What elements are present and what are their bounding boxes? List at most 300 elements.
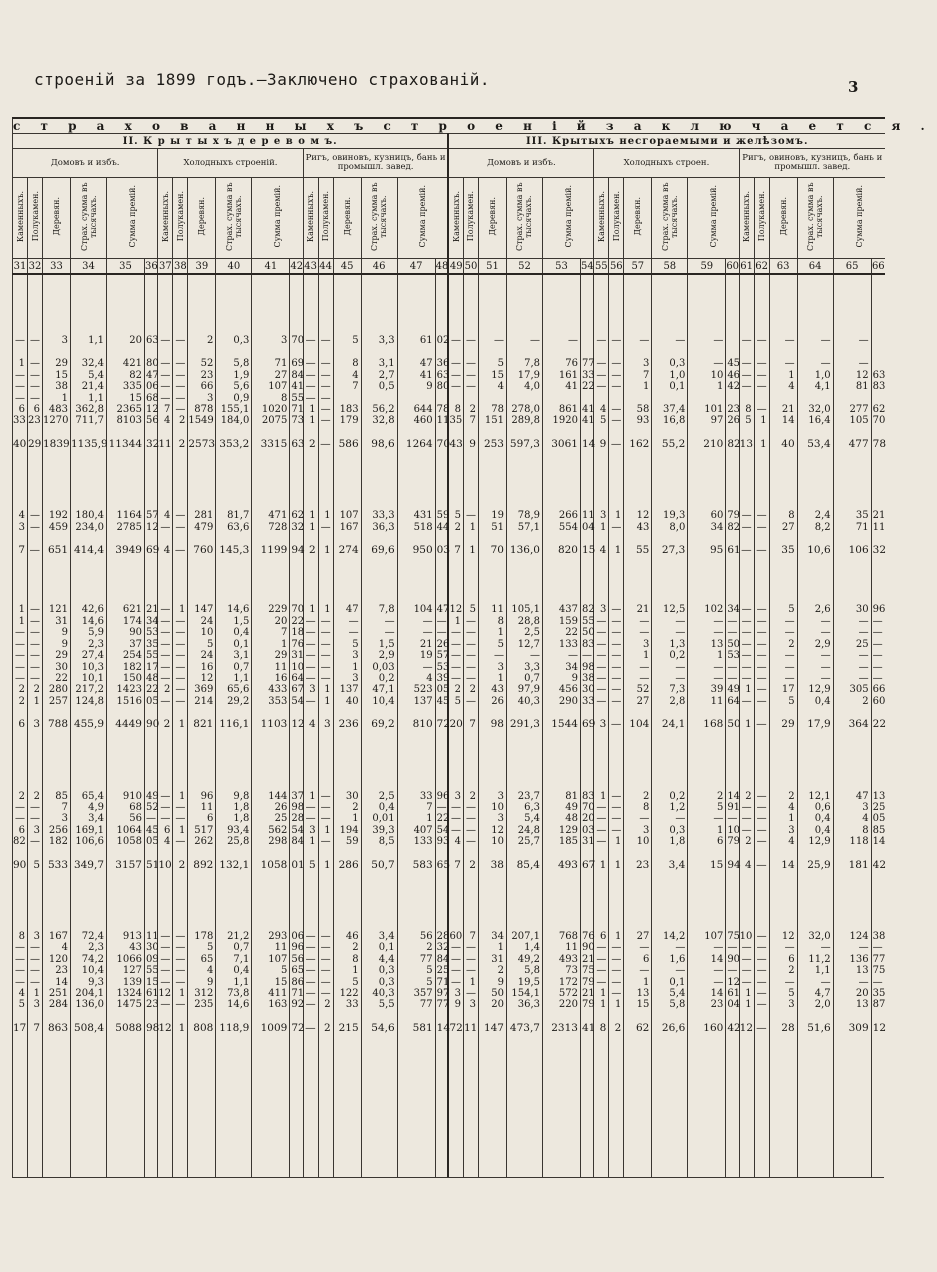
table-cell (43, 1082, 71, 1094)
table-cell: 69 (146, 544, 160, 557)
table-cell: 45 (436, 695, 450, 707)
table-cell (594, 755, 609, 767)
table-cell (13, 883, 28, 895)
table-cell (252, 462, 290, 474)
table-cell (871, 450, 885, 462)
table-cell: — (303, 370, 318, 381)
table-cell (580, 1082, 593, 1094)
table-cell: 13 (688, 639, 726, 650)
table-cell (739, 1011, 754, 1023)
table-cell (871, 580, 885, 592)
table-cell (43, 287, 71, 299)
table-cell (448, 393, 463, 404)
table-cell (688, 323, 726, 335)
table-cell (871, 1011, 885, 1023)
table-cell (769, 274, 797, 287)
table-cell (173, 568, 188, 580)
table-cell (871, 358, 885, 369)
table-cell: 90 (107, 627, 145, 638)
table-cell: 40,3 (506, 696, 542, 707)
table-cell (107, 498, 145, 510)
table-cell: 90 (581, 942, 595, 954)
table-cell (871, 1118, 885, 1130)
table-cell (173, 462, 188, 474)
table-cell (609, 767, 624, 779)
table-cell (158, 1034, 173, 1046)
col-header-label: Каменныхъ. (742, 190, 752, 243)
table-cell (797, 450, 833, 462)
table-cell: 98 (581, 661, 595, 673)
table-cell (158, 1118, 173, 1130)
table-cell: 0,6 (797, 802, 833, 813)
table-cell (397, 346, 435, 358)
table-cell: 04 (581, 521, 595, 533)
table-cell (252, 871, 290, 883)
table-cell (754, 848, 769, 860)
table-cell (435, 580, 448, 592)
table-cell: 863 (43, 1023, 71, 1034)
table-cell (361, 1130, 397, 1142)
table-cell (726, 871, 739, 883)
table-cell (769, 1034, 797, 1046)
table-cell (448, 907, 463, 919)
table-cell (188, 346, 216, 358)
table-cell (158, 767, 173, 779)
table-cell (435, 743, 448, 755)
table-cell: — (739, 335, 754, 346)
table-cell (624, 1094, 652, 1106)
table-cell (361, 299, 397, 311)
table-cell (652, 743, 688, 755)
table-cell (871, 274, 885, 287)
table-cell (754, 1058, 769, 1070)
table-cell: 1 (303, 510, 318, 521)
table-cell: — (833, 335, 871, 346)
table-cell (769, 287, 797, 299)
table-spacer-row (13, 767, 885, 779)
table-cell: — (303, 999, 318, 1010)
table-cell: — (448, 825, 463, 836)
table-cell: 1,8 (216, 813, 252, 824)
table-cell: — (318, 965, 333, 976)
table-cell (754, 1094, 769, 1106)
table-cell (13, 462, 28, 474)
table-cell: 41 (291, 381, 305, 393)
table-cell: — (158, 381, 173, 392)
table-cell (361, 311, 397, 323)
table-cell (361, 1118, 397, 1130)
table-cell (145, 779, 158, 791)
table-cell (463, 1094, 478, 1106)
table-cell (871, 731, 885, 743)
table-cell (542, 1034, 580, 1046)
table-cell (769, 556, 797, 568)
table-cell: 34 (688, 522, 726, 533)
table-cell: 1,5 (361, 639, 397, 650)
table-cell (769, 592, 797, 604)
table-cell: 3,3 (506, 662, 542, 673)
table-cell (13, 1011, 28, 1023)
table-cell (43, 1118, 71, 1130)
table-cell (506, 568, 542, 580)
table-cell (580, 323, 593, 335)
table-cell: 67 (581, 858, 596, 871)
table-cell (303, 779, 318, 791)
table-cell (609, 274, 624, 287)
table-cell (542, 274, 580, 287)
table-cell: — (173, 802, 188, 813)
table-cell (769, 1082, 797, 1094)
table-cell (188, 755, 216, 767)
table-cell: 29 (769, 719, 797, 730)
table-cell: — (13, 802, 28, 813)
table-cell (624, 1106, 652, 1118)
table-cell: 17,9 (506, 370, 542, 381)
table-cell: — (739, 802, 754, 813)
table-cell: — (28, 673, 43, 684)
table-cell: 16,8 (652, 415, 688, 426)
table-cell: 810 (397, 719, 435, 730)
table-cell: — (318, 439, 333, 450)
table-cell: 5 (594, 415, 609, 426)
table-cell (318, 299, 333, 311)
col-header-summa (797, 178, 833, 259)
table-cell (435, 731, 448, 743)
table-cell: 61 (146, 988, 159, 999)
table-cell: 2 (13, 696, 28, 707)
table-cell: 25,8 (216, 836, 252, 847)
table-cell: 2 (463, 791, 478, 802)
table-cell (290, 743, 303, 755)
table-cell (609, 287, 624, 299)
table-total-row (13, 545, 885, 556)
table-cell (216, 755, 252, 767)
table-cell: — (333, 616, 361, 627)
table-cell: 3 (333, 650, 361, 661)
table-cell (448, 592, 463, 604)
table-spacer-row (13, 474, 885, 486)
table-cell: 0,4 (216, 965, 252, 976)
table-row (13, 404, 885, 415)
table-row (13, 825, 885, 836)
table-cell (361, 556, 397, 568)
table-cell: 48 (146, 672, 159, 684)
table-cell (754, 346, 769, 358)
table-cell (303, 767, 318, 779)
table-cell: 1 (173, 825, 188, 836)
table-cell: 1 (754, 415, 769, 426)
table-cell (361, 274, 397, 287)
table-cell: 55 (624, 545, 652, 556)
table-cell: 768 (542, 931, 580, 942)
table-cell (769, 1011, 797, 1023)
table-cell (188, 779, 216, 791)
table-cell: 61 (727, 988, 741, 999)
table-cell (463, 580, 478, 592)
table-cell (871, 311, 885, 323)
table-cell (107, 1034, 145, 1046)
table-cell (43, 556, 71, 568)
table-cell (542, 907, 580, 919)
table-cell (318, 498, 333, 510)
table-cell: — (173, 335, 188, 346)
table-cell: — (624, 813, 652, 824)
column-number: 55 (594, 259, 609, 275)
table-cell (797, 755, 833, 767)
table-cell (739, 1118, 754, 1130)
table-cell (173, 743, 188, 755)
table-cell: 7 (252, 627, 290, 638)
table-cell (28, 848, 43, 860)
table-cell: 5,4 (506, 813, 542, 824)
table-cell: 4 (188, 965, 216, 976)
table-cell (145, 1106, 158, 1118)
table-cell (397, 287, 435, 299)
table-cell: — (754, 942, 769, 953)
table-cell (43, 848, 71, 860)
table-cell: — (594, 662, 609, 673)
table-cell (688, 895, 726, 907)
table-cell: 3061 (542, 439, 580, 450)
table-cell: 57 (436, 650, 450, 662)
table-cell: 3 (624, 639, 652, 650)
table-cell (252, 498, 290, 510)
table-cell: 2 (28, 791, 43, 802)
table-cell (754, 556, 769, 568)
table-cell (769, 580, 797, 592)
col-header-label: Каменныхъ. (306, 190, 316, 243)
table-cell (478, 848, 506, 860)
table-cell: 0,7 (506, 673, 542, 684)
table-cell: 33,3 (361, 510, 397, 521)
table-cell (173, 919, 188, 931)
table-cell (594, 474, 609, 486)
table-cell: — (448, 335, 463, 346)
table-cell (216, 311, 252, 323)
table-cell: 407 (397, 825, 435, 836)
table-cell (28, 323, 43, 335)
table-cell (290, 1094, 303, 1106)
table-cell: — (769, 942, 797, 953)
table-cell: — (28, 370, 43, 381)
table-cell: 98 (291, 801, 305, 813)
table-cell (173, 1142, 188, 1154)
table-cell: 309 (833, 1023, 871, 1034)
table-cell: 353,2 (216, 439, 252, 450)
table-cell: 70 (436, 437, 451, 450)
table-cell: — (158, 393, 173, 404)
insurance-table-container (12, 117, 933, 1177)
table-cell (652, 462, 688, 474)
table-cell (318, 274, 333, 287)
column-number: 51 (478, 259, 506, 275)
table-cell: 2,5 (361, 791, 397, 802)
table-cell: — (739, 942, 754, 953)
table-cell (688, 1046, 726, 1058)
table-cell (173, 486, 188, 498)
table-cell (397, 462, 435, 474)
table-cell: 1 (318, 696, 333, 707)
table-cell: 1475 (107, 999, 145, 1010)
table-cell (797, 592, 833, 604)
table-cell: — (797, 977, 833, 988)
table-cell (580, 1058, 593, 1070)
table-cell: 55,2 (652, 439, 688, 450)
table-cell: 30 (333, 791, 361, 802)
table-cell (188, 907, 216, 919)
table-cell (318, 848, 333, 860)
table-cell (71, 498, 107, 510)
table-cell: 1,2 (652, 802, 688, 813)
table-cell (769, 346, 797, 358)
table-cell: — (463, 954, 478, 965)
table-cell (797, 1142, 833, 1154)
table-cell (688, 1011, 726, 1023)
table-cell: 10 (739, 930, 753, 942)
table-cell: 1 (333, 813, 361, 824)
table-cell (754, 299, 769, 311)
table-cell (769, 895, 797, 907)
table-row (13, 673, 885, 684)
table-cell: 3 (43, 813, 71, 824)
table-cell: 3 (448, 791, 463, 802)
table-cell: 46 (333, 931, 361, 942)
table-cell: 12,1 (797, 791, 833, 802)
table-cell: 37 (291, 790, 305, 802)
table-cell: 84 (436, 953, 450, 965)
table-cell (173, 767, 188, 779)
table-cell: — (318, 954, 333, 965)
table-cell (754, 1142, 769, 1154)
table-cell (361, 731, 397, 743)
table-cell (594, 299, 609, 311)
table-cell: — (754, 825, 769, 836)
table-cell: 257 (43, 696, 71, 707)
table-cell: — (797, 335, 833, 346)
table-cell: 621 (107, 604, 145, 615)
table-cell (542, 1046, 580, 1058)
table-cell: — (463, 335, 478, 346)
table-cell: 47 (397, 358, 435, 369)
table-cell (609, 1106, 624, 1118)
table-cell (688, 1082, 726, 1094)
table-cell (769, 919, 797, 931)
table-cell: 168 (688, 719, 726, 730)
table-cell (13, 450, 28, 462)
table-total-row (13, 860, 885, 871)
table-cell: 06 (146, 381, 159, 393)
table-cell (871, 287, 885, 299)
table-cell (28, 767, 43, 779)
table-cell (688, 299, 726, 311)
table-cell: 1058 (107, 836, 145, 847)
table-cell (145, 346, 158, 358)
table-cell: — (739, 358, 754, 369)
table-cell: 12 (833, 370, 871, 381)
table-cell (397, 848, 435, 860)
table-cell (290, 311, 303, 323)
table-cell (318, 592, 333, 604)
table-cell (158, 450, 173, 462)
table-cell (361, 907, 397, 919)
table-cell (290, 274, 303, 287)
table-cell (833, 462, 871, 474)
table-cell (609, 1094, 624, 1106)
table-cell (71, 1070, 107, 1082)
col-header-summa (216, 178, 252, 259)
table-cell (173, 498, 188, 510)
table-cell (448, 311, 463, 323)
table-cell: 10 (291, 661, 305, 673)
table-cell (43, 1011, 71, 1023)
table-row (13, 942, 885, 953)
table-cell: — (13, 393, 28, 404)
table-cell (333, 1046, 361, 1058)
table-cell (361, 848, 397, 860)
table-cell: — (463, 627, 478, 638)
table-cell (252, 1058, 290, 1070)
table-cell (107, 1094, 145, 1106)
table-cell (71, 848, 107, 860)
table-cell (71, 779, 107, 791)
table-cell: — (318, 358, 333, 369)
table-cell (107, 755, 145, 767)
table-cell (188, 767, 216, 779)
table-cell: 2 (188, 335, 216, 346)
table-cell: — (318, 404, 333, 415)
table-cell (542, 450, 580, 462)
table-cell (688, 568, 726, 580)
table-cell: 3 (478, 813, 506, 824)
table-cell (871, 1046, 885, 1058)
table-cell (158, 474, 173, 486)
table-cell (43, 1058, 71, 1070)
table-cell: 40 (13, 437, 27, 450)
table-cell (71, 450, 107, 462)
table-cell: — (173, 393, 188, 404)
table-cell (833, 895, 871, 907)
table-cell: — (833, 942, 871, 953)
table-cell: 57 (146, 510, 159, 522)
table-cell (652, 486, 688, 498)
table-cell (448, 1154, 463, 1166)
table-cell (652, 323, 688, 335)
table-cell: 53 (436, 661, 450, 673)
table-cell: — (797, 662, 833, 673)
table-cell: 1 (594, 988, 609, 999)
table-cell: 1 (318, 604, 333, 615)
table-cell: 5,6 (216, 381, 252, 392)
column-number: 38 (173, 259, 188, 275)
table-cell (28, 274, 43, 287)
table-cell: 129 (542, 825, 580, 836)
table-cell (478, 1034, 506, 1046)
table-cell: 7,8 (361, 604, 397, 615)
table-cell: 20 (478, 999, 506, 1010)
table-cell (333, 299, 361, 311)
table-cell (594, 848, 609, 860)
column-number: 59 (688, 259, 726, 275)
table-cell (624, 848, 652, 860)
table-cell: 5,5 (361, 999, 397, 1010)
table-cell (435, 1142, 448, 1154)
table-cell: — (594, 813, 609, 824)
table-cell: — (769, 616, 797, 627)
table-cell (303, 568, 318, 580)
table-cell (435, 462, 448, 474)
table-cell (478, 450, 506, 462)
table-cell: 147 (188, 604, 216, 615)
